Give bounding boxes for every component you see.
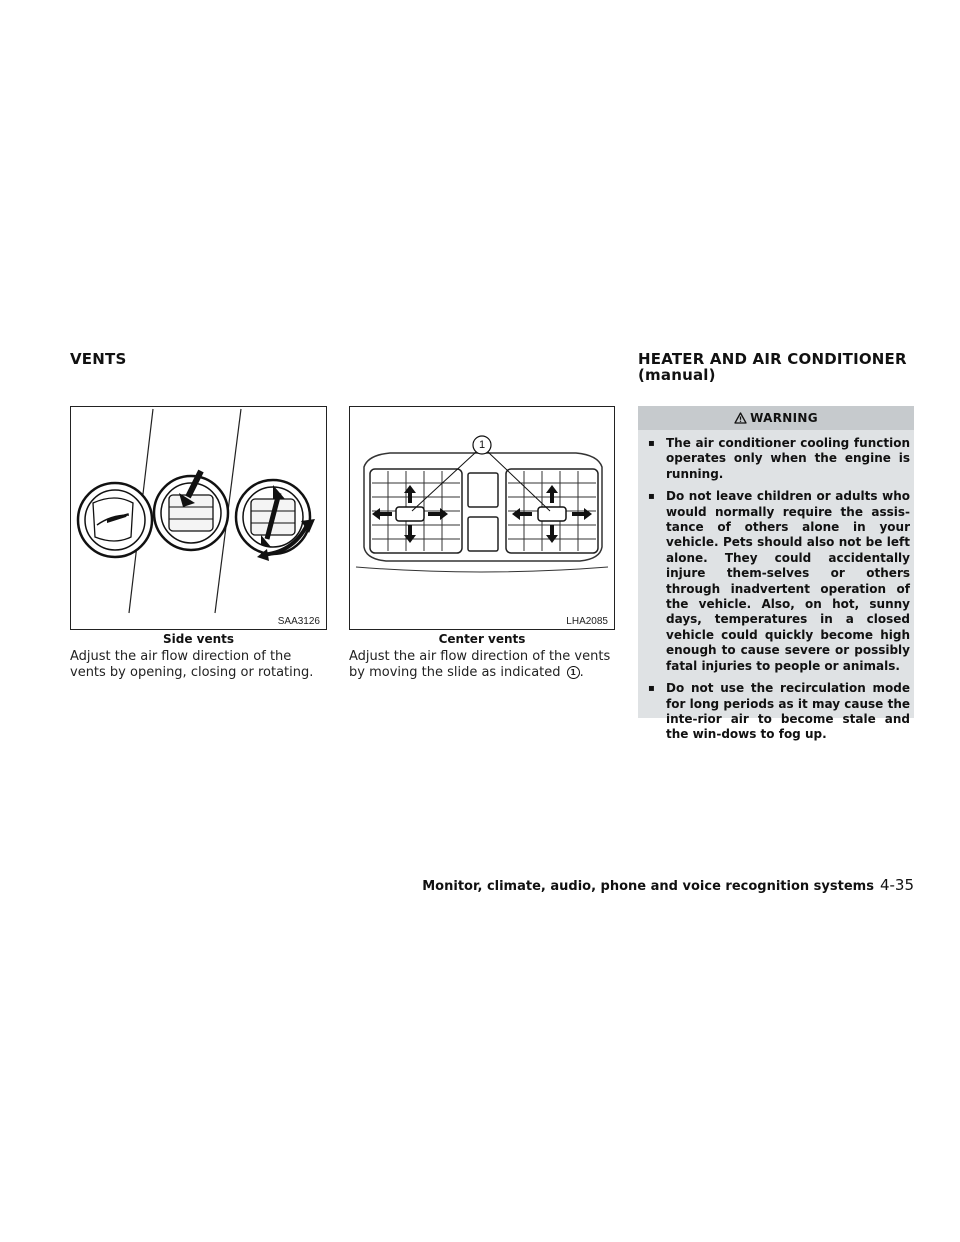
center-vents-text-ref: 1 [567, 666, 580, 679]
center-vents-caption: Center vents [438, 632, 526, 646]
page-footer [422, 877, 914, 895]
warning-header [638, 406, 914, 430]
center-vents-callout-label: 1 [478, 439, 486, 451]
side-vents-text: Adjust the air flow direction of the vents by opening, closing or rotating. [70, 649, 314, 680]
side-vents-caption: Side vents [162, 632, 235, 646]
warning-item: ▪ The air conditioner cooling function operates only when the engine is running. [646, 436, 910, 482]
page-number: 4-35 [879, 876, 914, 894]
center-vents-figure-code: LHA2085 [566, 616, 608, 627]
side-vents-figure [70, 406, 327, 630]
warning-item: ▪ Do not leave children or adults who would normally require the assis-tance of others alone in your vehicle. Pets should also not be left alone. They could accidentally injure them-selves or others through inadvertent operation of the vehicle. Also, on hot, sunny days, temperatures in a closed vehicle could quickly become high enough to cause severe or possibly fatal injuries to people or animals. [646, 489, 910, 674]
warning-box [638, 406, 914, 742]
center-vents-text-end: . [579, 665, 584, 680]
warning-item: ▪ Do not use the recirculation mode for long periods as it may cause the inte-rior air to become stale and the win-dows to fog up. [646, 681, 910, 743]
section-title-vents: VENTS [70, 350, 127, 368]
side-vents-figure-code: SAA3126 [277, 616, 320, 627]
warning-title: WARNING [750, 411, 818, 425]
section-title-heater-line1: HEATER AND AIR CONDITIONER [638, 350, 907, 368]
center-vents-figure [349, 406, 615, 630]
center-vents-text [349, 649, 617, 681]
center-vents-text-main: Adjust the air flow direction of the vents by moving the slide as indicated [349, 649, 611, 680]
side-vents-illustration [71, 407, 326, 629]
section-title-heater [638, 351, 907, 383]
warning-triangle-icon [734, 408, 747, 432]
warning-list [638, 430, 914, 743]
section-title-heater-line2: (manual) [638, 366, 716, 384]
footer-chapter-title: Monitor, climate, audio, phone and voice recognition systems [422, 879, 874, 894]
